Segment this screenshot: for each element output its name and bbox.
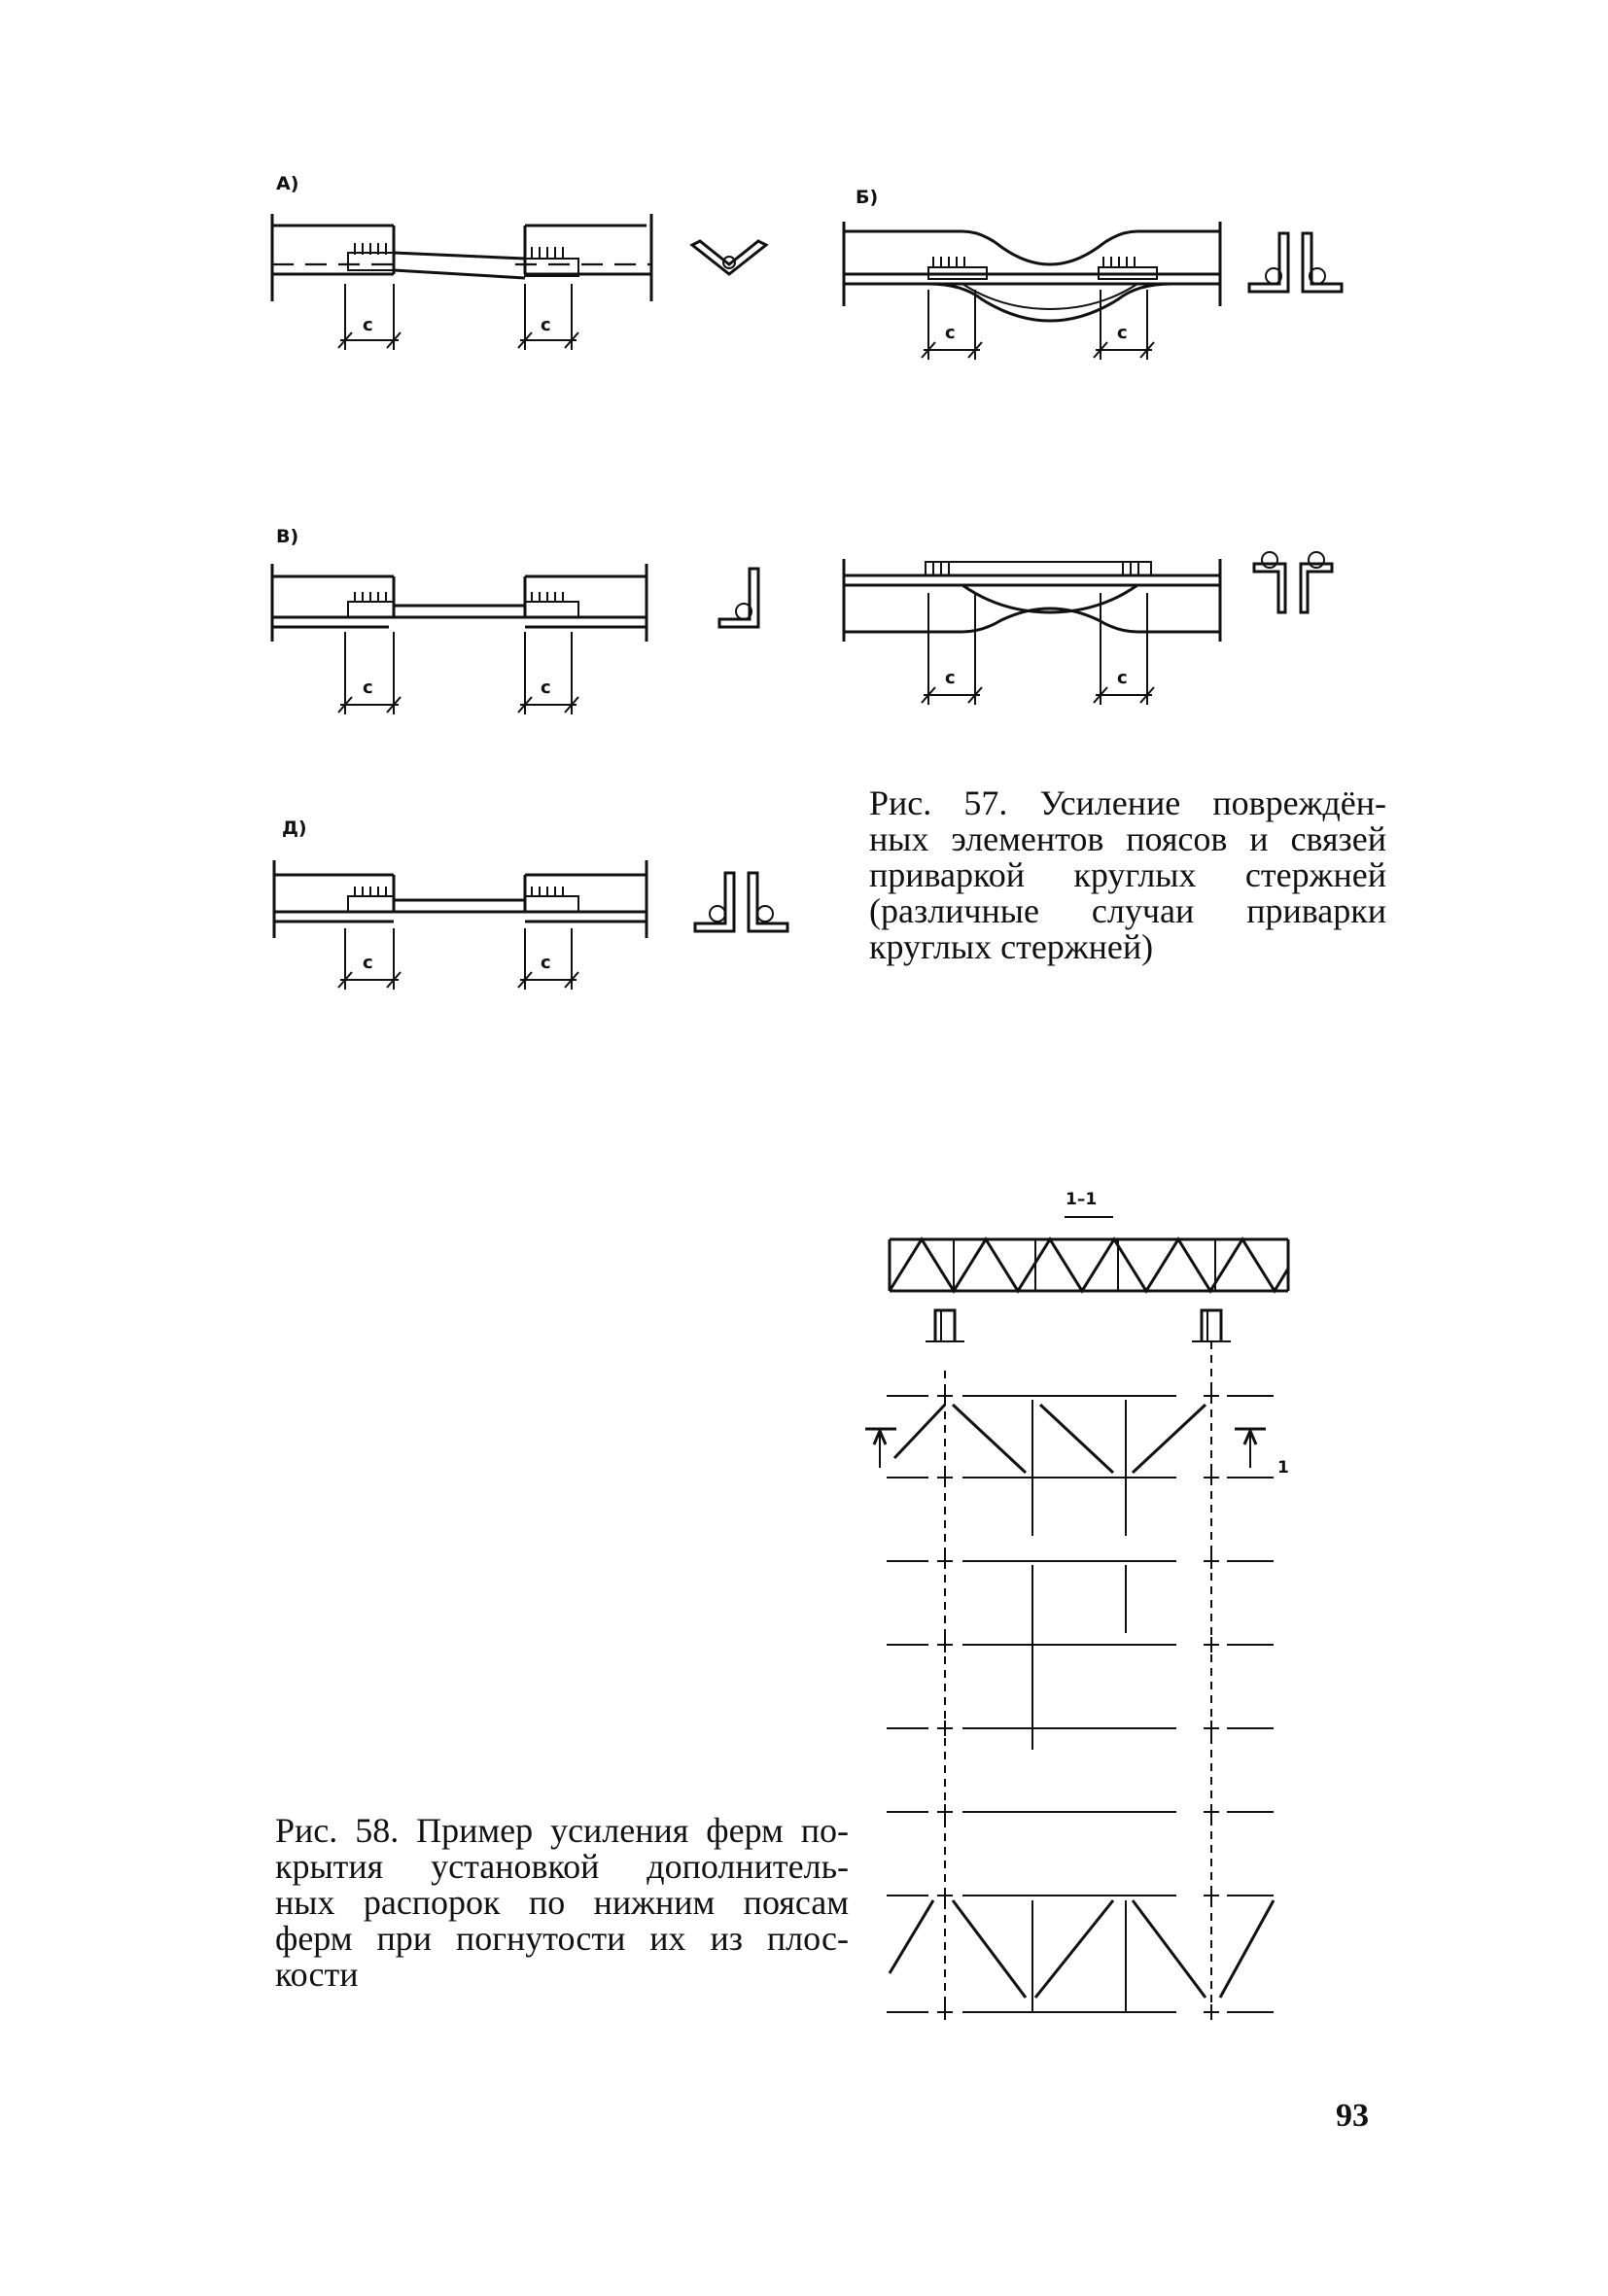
panel-label-b: Б) [856, 187, 879, 208]
caption-57-line-2: ных элементов поясов и связей [869, 819, 1386, 858]
page-number: 93 [1336, 2098, 1369, 2134]
panel-g-drawing [836, 544, 1381, 729]
dim-c-d1: с [363, 953, 373, 973]
caption-57-line-1: Рис. 57. Усиление повреждён- [869, 783, 1386, 822]
figure-57-caption [869, 785, 1386, 965]
panel-b-drawing [836, 214, 1381, 408]
dim-c-b1: с [945, 323, 956, 343]
caption-58-line-3: ных распорок по нижним поясам [275, 1883, 849, 1922]
dim-c-g1: с [945, 668, 956, 688]
caption-57-line-5: круглых стержней) [869, 927, 1154, 966]
caption-57-line-4: (различные случаи приварки [869, 891, 1386, 930]
caption-58-line-1: Рис. 58. Пример усиления ферм по- [275, 1811, 849, 1850]
dim-c-a2: с [541, 315, 551, 335]
dim-c-a1: с [363, 315, 373, 335]
dim-c-b2: с [1117, 323, 1128, 343]
panel-label-a: А) [276, 173, 299, 194]
caption-57-line-3: приваркой круглых стержней [869, 855, 1386, 894]
section-marker-1: 1 [1277, 1458, 1289, 1478]
panel-v-drawing [262, 559, 807, 734]
panel-label-d: Д) [282, 818, 307, 839]
figure-58-caption [275, 1813, 849, 1993]
dim-c-v1: с [363, 678, 373, 698]
caption-58-line-5: кости [275, 1955, 359, 1994]
panel-d-drawing [262, 846, 807, 1011]
dim-c-g2: с [1117, 668, 1128, 688]
truss-plan-drawing [875, 1205, 1283, 2061]
dim-c-v2: с [541, 678, 551, 698]
panel-label-v: В) [276, 526, 299, 547]
caption-58-line-4: ферм при погнутости их из плос- [275, 1919, 849, 1958]
section-label-1-1: 1–1 [1066, 1190, 1098, 1209]
caption-58-line-2: крытия установкой дополнитель- [275, 1847, 849, 1886]
dim-c-d2: с [541, 953, 551, 973]
